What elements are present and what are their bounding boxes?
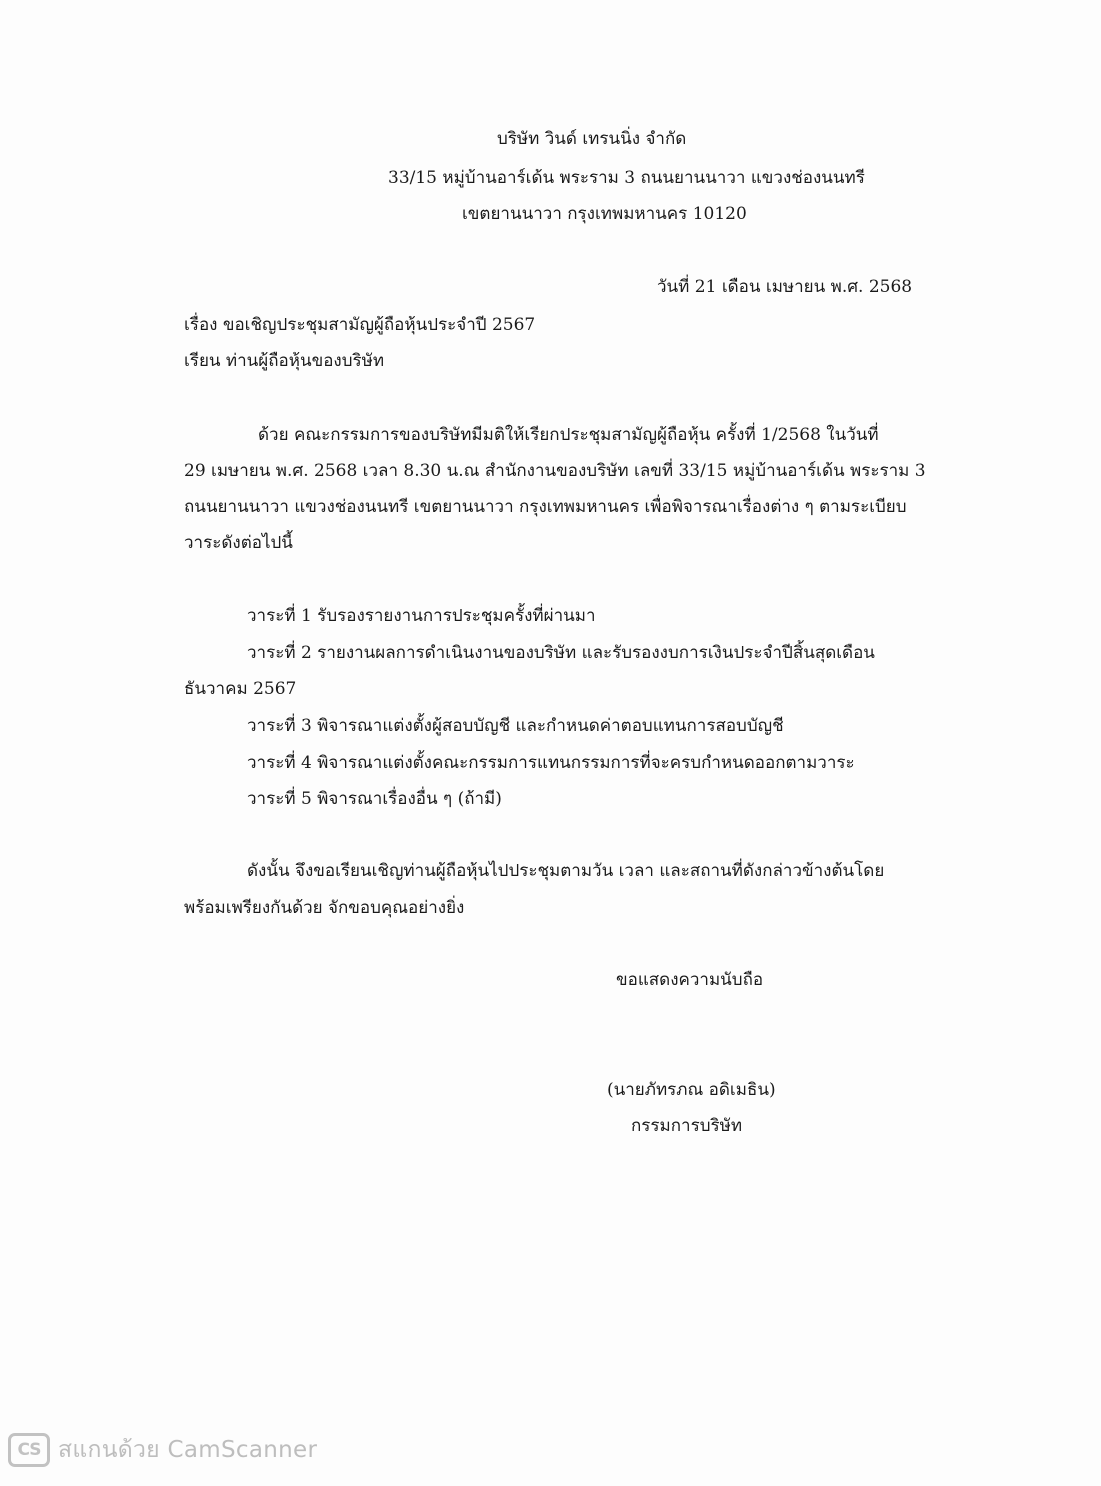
regards-text: ขอแสดงความนับถือ <box>616 970 764 990</box>
agenda-item-4: วาระที่ 4 พิจารณาแต่งตั้งคณะกรรมการแทนกรรมการที่จะครบกำหนดออกตามวาระ <box>247 753 855 773</box>
body-paragraph-line: ด้วย คณะกรรมการของบริษัทมีมติให้เรียกประชุมสามัญผู้ถือหุ้น ครั้งที่ 1/2568 ในวันที่ <box>258 425 879 445</box>
signer-name: (นายภัทรภณ อดิเมธิน) <box>607 1080 776 1100</box>
watermark-text: สแกนด้วย CamScanner <box>58 1437 318 1463</box>
closing-paragraph-line: พร้อมเพรียงกันด้วย จักขอบคุณอย่างยิ่ง <box>184 898 465 918</box>
letter-date: วันที่ 21 เดือน เมษายน พ.ศ. 2568 <box>657 277 913 297</box>
camscanner-watermark <box>8 1432 317 1468</box>
body-paragraph-line: วาระดังต่อไปนี้ <box>184 533 293 553</box>
agenda-item-1: วาระที่ 1 รับรองรายงานการประชุมครั้งที่ผ่านมา <box>247 606 596 626</box>
company-address-line-2: เขตยานนาวา กรุงเทพมหานคร 10120 <box>462 204 747 224</box>
agenda-item-2: วาระที่ 2 รายงานผลการดำเนินงานของบริษัท และรับรองงบการเงินประจำปีสิ้นสุดเดือน <box>247 643 875 663</box>
signer-title: กรรมการบริษัท <box>631 1116 743 1136</box>
letter-subject: เรื่อง ขอเชิญประชุมสามัญผู้ถือหุ้นประจำปี 2567 <box>184 315 536 335</box>
agenda-item-5: วาระที่ 5 พิจารณาเรื่องอื่น ๆ (ถ้ามี) <box>247 789 502 809</box>
body-paragraph-line: 29 เมษายน พ.ศ. 2568 เวลา 8.30 น.ณ สำนักงานของบริษัท เลขที่ 33/15 หมู่บ้านอาร์เด้น พระราม 3 <box>184 461 926 481</box>
agenda-item-3: วาระที่ 3 พิจารณาแต่งตั้งผู้สอบบัญชี และกำหนดค่าตอบแทนการสอบบัญชี <box>247 716 784 736</box>
company-name: บริษัท วินด์ เทรนนิ่ง จำกัด <box>497 129 687 149</box>
company-address-line-1: 33/15 หมู่บ้านอาร์เด้น พระราม 3 ถนนยานนาวา แขวงช่องนนทรี <box>388 168 865 188</box>
closing-paragraph-line: ดังนั้น จึงขอเรียนเชิญท่านผู้ถือหุ้นไปประชุมตามวัน เวลา และสถานที่ดังกล่าวข้างต้นโดย <box>247 861 885 881</box>
agenda-item-2-continued: ธันวาคม 2567 <box>184 679 297 699</box>
camscanner-logo-icon: CS <box>8 1433 50 1467</box>
letter-recipient: เรียน ท่านผู้ถือหุ้นของบริษัท <box>184 351 385 371</box>
body-paragraph-line: ถนนยานนาวา แขวงช่องนนทรี เขตยานนาวา กรุงเทพมหานคร เพื่อพิจารณาเรื่องต่าง ๆ ตามระเบียบ <box>184 497 907 517</box>
